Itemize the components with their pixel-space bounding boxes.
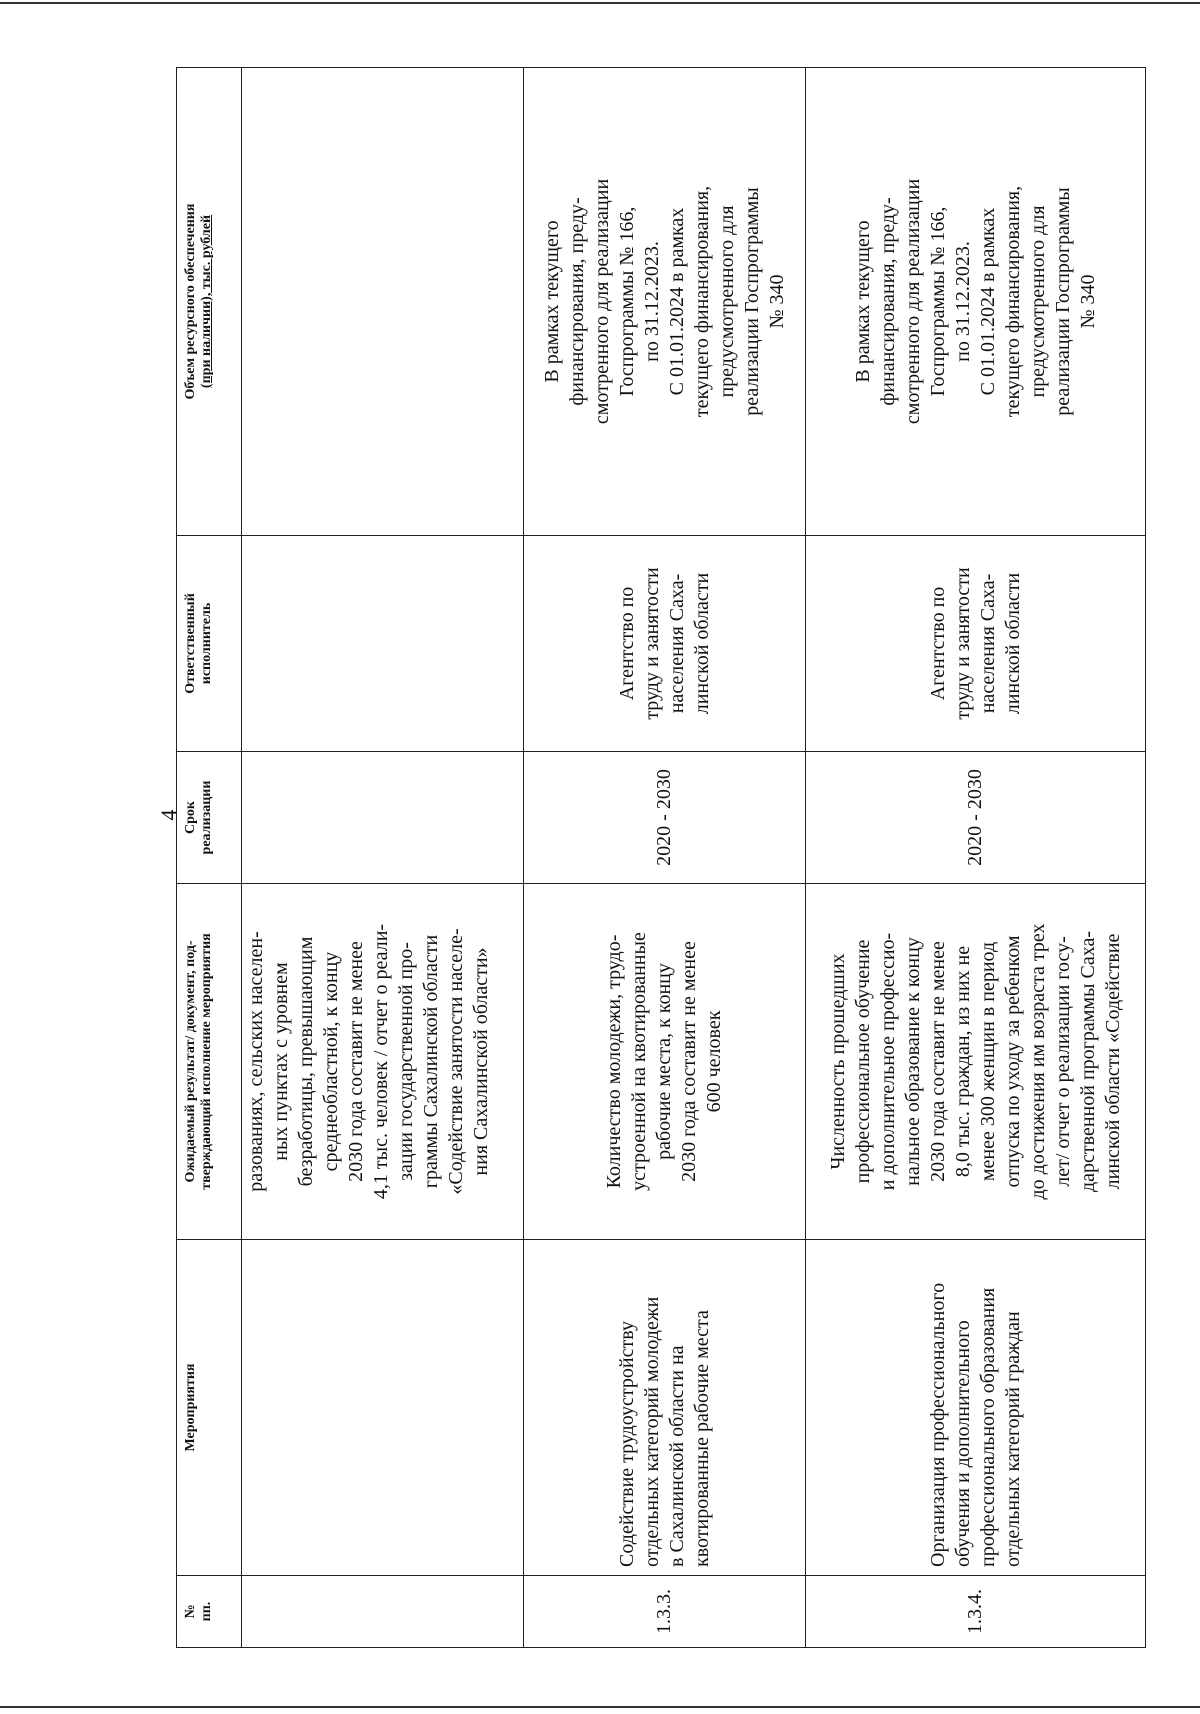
row-event xyxy=(242,1240,524,1576)
row-result: Количество молодежи, трудо- устроенной на квотированные рабочие места, к концу 2030 года составит не менее 600 человек xyxy=(524,884,806,1240)
row-funding xyxy=(242,68,524,536)
row-funding: В рамках текущего финансирования, преду- смотренного для реализации Госпрограммы № 166, по 31.12.2023. С 01.01.2024 в рамках текущего финансирования, предусмотренного для реализации Госпрограммы № 340 xyxy=(524,68,806,536)
header-funding-line2: (при наличии), тыс. рублей xyxy=(199,214,214,389)
header-result: Ожидаемый результат/ документ, под- тверждающий исполнение мероприятия xyxy=(177,884,242,1240)
header-funding xyxy=(177,68,242,536)
row-num: 1.3.4. xyxy=(806,1576,1146,1648)
header-term: Срок реализации xyxy=(177,752,242,884)
table-row xyxy=(806,68,1146,1648)
row-event: Содействие трудоустройству отдельных категорий молодежи в Сахалинской области на квотированные рабочие места xyxy=(524,1240,806,1576)
row-event: Организация профессионального обучения и дополнительного профессионального образования отдельных категорий граждан xyxy=(806,1240,1146,1576)
row-funding: В рамках текущего финансирования, преду- смотренного для реализации Госпрограммы № 166, по 31.12.2023. С 01.01.2024 в рамках текущего финансирования, предусмотренного для реализации Госпрограммы № 340 xyxy=(806,68,1146,536)
row-term: 2020 - 2030 xyxy=(806,752,1146,884)
table-row xyxy=(524,68,806,1648)
row-executor: Агентство по труду и занятости населения Саха- линской области xyxy=(806,536,1146,752)
rotated-page-content xyxy=(176,68,1136,1648)
row-executor: Агентство по труду и занятости населения Саха- линской области xyxy=(524,536,806,752)
row-result: Численность прошедших профессиональное обучение и дополнительное профессио- нальное образование к концу 2030 года составит не менее 8,0 тыс. граждан, из них не менее 300 женщин в период отпуска по уходу за ребенком до достижения им возраста трех лет/ отчет о реализации госу- дарственной программы Саха- линской области «Содействие xyxy=(806,884,1146,1240)
row-num xyxy=(242,1576,524,1648)
row-term: 2020 - 2030 xyxy=(524,752,806,884)
row-term xyxy=(242,752,524,884)
scan-top-border xyxy=(0,2,1200,4)
row-executor xyxy=(242,536,524,752)
page-number: 4 xyxy=(156,809,181,821)
header-event: Мероприятия xyxy=(177,1240,242,1576)
table-header-row xyxy=(177,68,242,1648)
header-funding-line1: Объем ресурсного обеспечения xyxy=(183,203,198,400)
scan-bottom-border xyxy=(0,1706,1200,1708)
row-result: разованиях, сельских населен- ных пунктах с уровнем безработицы, превышающим среднеобластной, к концу 2030 года составит не менее 4,1 тыс. человек / отчет о реали- зации государственной про- граммы Сахалинской области «Содействие занятости населе- ния Сахалинской области» xyxy=(242,884,524,1240)
measures-table xyxy=(176,67,1146,1648)
header-num: № пп. xyxy=(177,1576,242,1648)
row-num: 1.3.3. xyxy=(524,1576,806,1648)
table-row xyxy=(242,68,524,1648)
header-executor: Ответственный исполнитель xyxy=(177,536,242,752)
